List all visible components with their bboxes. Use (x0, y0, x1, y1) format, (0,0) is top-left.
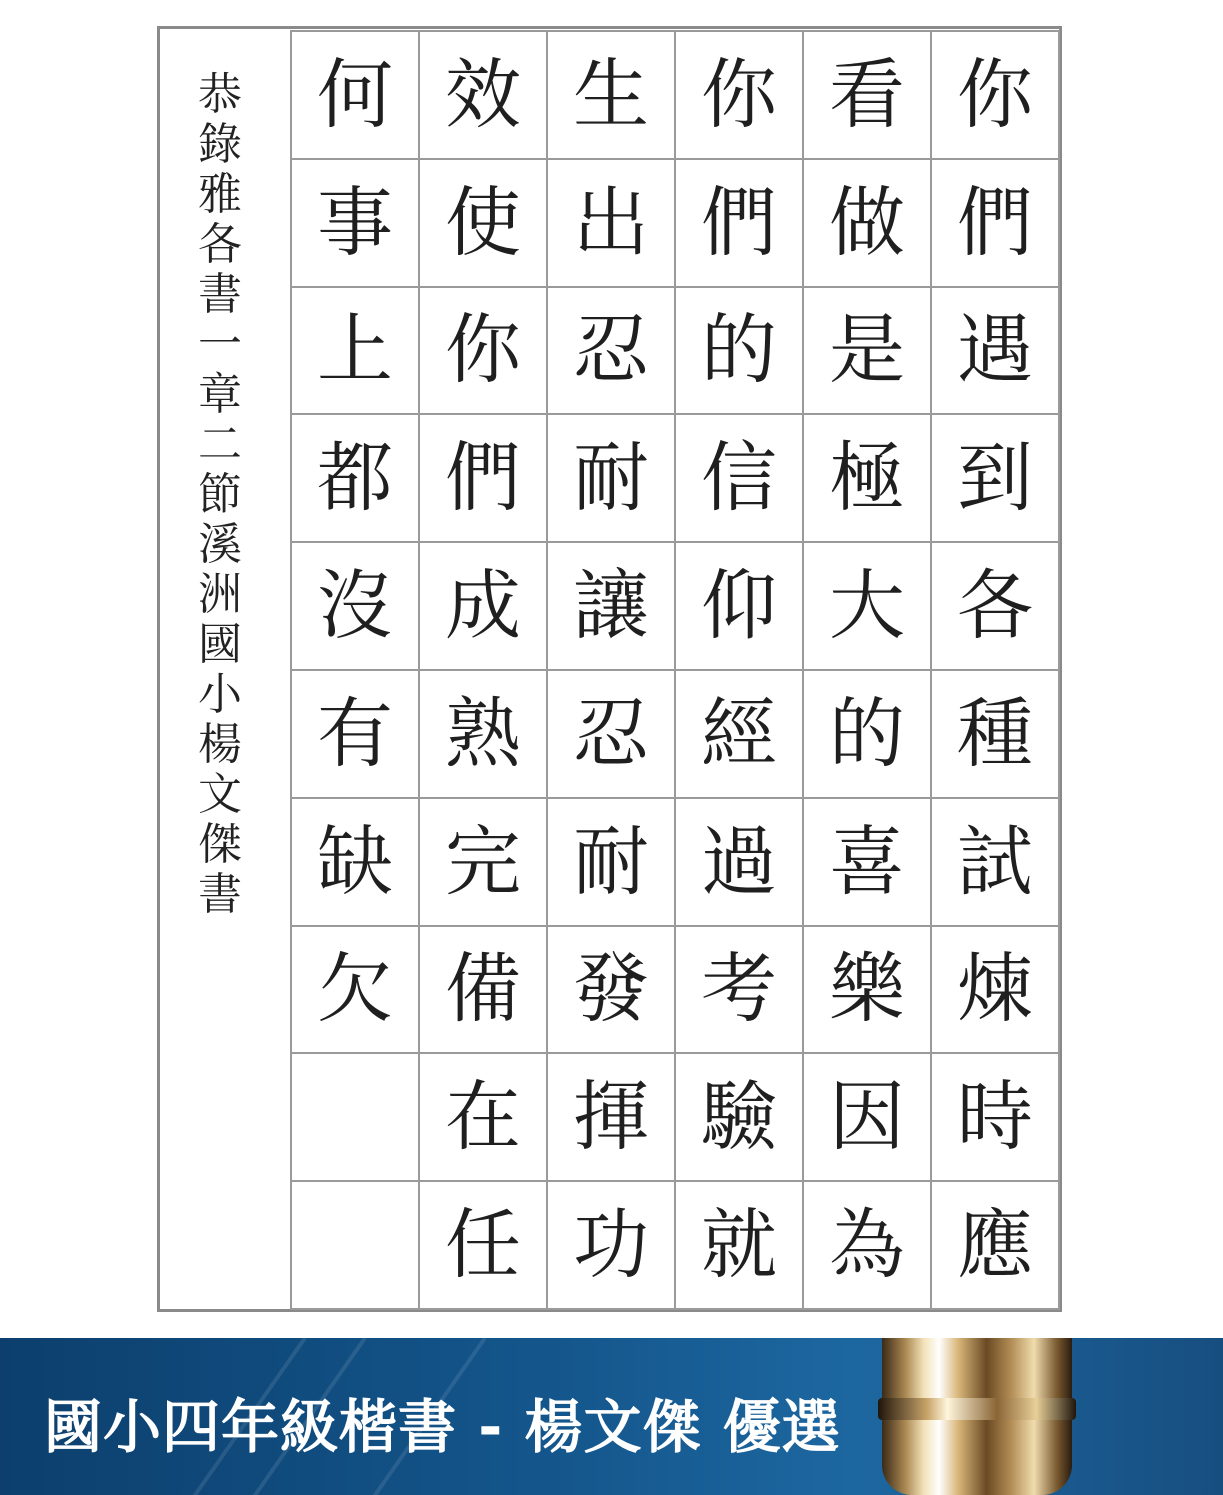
grid-cell: 樂 (804, 927, 932, 1055)
grid-cell (292, 1054, 420, 1182)
grid-cell: 因 (804, 1054, 932, 1182)
grid-column (676, 32, 804, 1310)
grid-cell (292, 1182, 420, 1310)
grid-cell: 揮 (548, 1054, 676, 1182)
grid-cell: 看 (804, 32, 932, 160)
grid-cell: 你 (932, 32, 1060, 160)
inscription-char: 章 (198, 369, 242, 420)
grid-cell: 考 (676, 927, 804, 1055)
grid-cell: 都 (292, 415, 420, 543)
grid-cell: 大 (804, 543, 932, 671)
grid-cell: 有 (292, 671, 420, 799)
grid-cell: 事 (292, 160, 420, 288)
grid-cell: 極 (804, 415, 932, 543)
inscription-char: 小 (198, 669, 242, 720)
side-inscription (175, 70, 265, 1270)
grid-cell: 做 (804, 160, 932, 288)
grid-cell: 欠 (292, 927, 420, 1055)
inscription-char: 傑 (198, 819, 242, 870)
inscription-char: 書 (198, 269, 242, 320)
grid-cell: 們 (676, 160, 804, 288)
fountain-pen-image (872, 1338, 1090, 1495)
grid-cell: 功 (548, 1182, 676, 1310)
grid-column (548, 32, 676, 1310)
grid-cell: 種 (932, 671, 1060, 799)
grid-cell: 們 (420, 415, 548, 543)
inscription-char: 二 (198, 419, 242, 470)
inscription-char: 節 (198, 469, 242, 520)
inscription-char: 國 (198, 619, 242, 670)
grid-cell: 生 (548, 32, 676, 160)
grid-cell: 過 (676, 799, 804, 927)
grid-cell: 經 (676, 671, 804, 799)
grid-cell: 喜 (804, 799, 932, 927)
grid-cell: 耐 (548, 415, 676, 543)
grid-cell: 使 (420, 160, 548, 288)
grid-cell: 各 (932, 543, 1060, 671)
inscription-char: 書 (198, 869, 242, 920)
inscription-char: 一 (198, 319, 242, 370)
grid-cell: 熟 (420, 671, 548, 799)
grid-cell: 效 (420, 32, 548, 160)
grid-cell: 完 (420, 799, 548, 927)
grid-cell: 信 (676, 415, 804, 543)
grid-cell: 出 (548, 160, 676, 288)
grid-cell: 為 (804, 1182, 932, 1310)
inscription-char: 溪 (198, 519, 242, 570)
grid-column (804, 32, 932, 1310)
grid-column (932, 32, 1060, 1310)
banner-title: 國小四年級楷書 - 楊文傑 優選 (44, 1393, 841, 1461)
grid-cell: 試 (932, 799, 1060, 927)
grid-cell: 就 (676, 1182, 804, 1310)
grid-cell: 應 (932, 1182, 1060, 1310)
inscription-char: 洲 (198, 569, 242, 620)
grid-cell: 你 (420, 288, 548, 416)
grid-cell: 上 (292, 288, 420, 416)
grid-cell: 耐 (548, 799, 676, 927)
grid-cell: 仰 (676, 543, 804, 671)
character-grid (290, 30, 1060, 1310)
grid-cell: 成 (420, 543, 548, 671)
grid-cell: 遇 (932, 288, 1060, 416)
grid-cell: 們 (932, 160, 1060, 288)
grid-cell: 任 (420, 1182, 548, 1310)
grid-cell: 到 (932, 415, 1060, 543)
inscription-char: 楊 (198, 719, 242, 770)
grid-cell: 備 (420, 927, 548, 1055)
grid-cell: 缺 (292, 799, 420, 927)
pen-band (878, 1398, 1076, 1420)
grid-cell: 在 (420, 1054, 548, 1182)
inscription-char: 雅 (198, 169, 242, 220)
grid-cell: 煉 (932, 927, 1060, 1055)
inscription-char: 錄 (198, 119, 242, 170)
grid-column (292, 32, 420, 1310)
inscription-char: 文 (198, 769, 242, 820)
grid-cell: 驗 (676, 1054, 804, 1182)
grid-cell: 忍 (548, 671, 676, 799)
grid-cell: 讓 (548, 543, 676, 671)
grid-cell: 何 (292, 32, 420, 160)
grid-cell: 忍 (548, 288, 676, 416)
grid-cell: 發 (548, 927, 676, 1055)
grid-cell: 的 (676, 288, 804, 416)
grid-cell: 你 (676, 32, 804, 160)
grid-cell: 沒 (292, 543, 420, 671)
grid-cell: 的 (804, 671, 932, 799)
inscription-char: 各 (198, 219, 242, 270)
inscription-char: 恭 (198, 69, 242, 120)
grid-column (420, 32, 548, 1310)
grid-cell: 是 (804, 288, 932, 416)
grid-cell: 時 (932, 1054, 1060, 1182)
